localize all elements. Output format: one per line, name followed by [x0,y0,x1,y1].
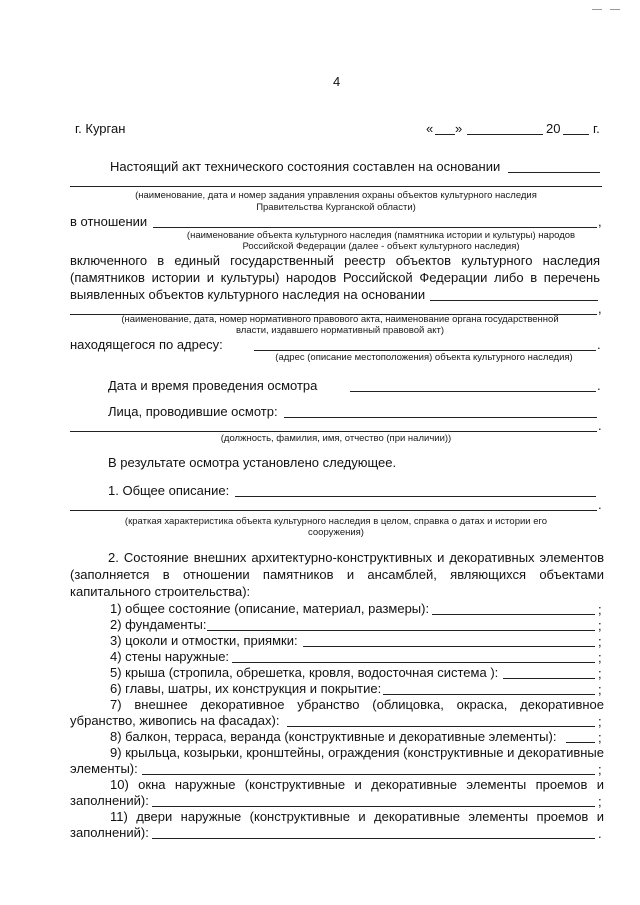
date-close-quote: » [455,121,463,136]
basis-field[interactable] [508,172,600,173]
city-label: г. Курган [75,121,126,136]
item-5-field[interactable] [503,678,595,679]
basis-line: Настоящий акт технического состояния составлен на основании [110,159,501,174]
page-number: 4 [333,74,341,89]
caption-basis-1: (наименование, дата и номер задания управления охраны объектов культурного наследия [135,190,537,201]
period: . [598,418,602,433]
item-11-field[interactable] [152,838,595,839]
item-9-line-1: 9) крыльца, козырьки, кронштейны, ограждения (конструктивные и декоративные [110,745,604,760]
inspection-datetime-label: Дата и время проведения осмотра [108,378,318,393]
caption-act-2: власти, издавшего нормативный правовой акт) [235,325,445,336]
month-field[interactable] [467,134,543,135]
item-8-field[interactable] [566,742,595,743]
comma: , [598,301,602,316]
comma: , [598,214,602,229]
item-3: 3) цоколи и отмостки, приямки: [110,633,298,648]
inspectors-field[interactable] [284,417,597,418]
registry-basis-field[interactable] [430,300,598,301]
result-line: В результате осмотра установлено следующее. [108,455,397,470]
semicolon: ; [598,794,602,809]
year-field[interactable] [563,134,589,135]
inspectors-label: Лица, проводившие осмотр: [108,404,278,419]
semicolon: ; [598,730,602,745]
section2-line-1: 2. Состояние внешних архитектурно-конструктивных и декоративных элементов [108,550,604,565]
caption-section1-2: сооружения) [308,527,364,538]
semicolon: ; [598,634,602,649]
caption-object-2: Российской Федерации (далее - объект культурного наследия) [242,241,520,252]
section1-label: 1. Общее описание: [108,483,230,498]
item-8: 8) балкон, терраса, веранда (конструктивные и декоративные элементы): [110,729,557,744]
item-9-field[interactable] [142,774,595,775]
regarding-label: в отношении [70,214,148,229]
item-10-field[interactable] [152,806,595,807]
day-field[interactable] [435,134,455,135]
semicolon: ; [598,650,602,665]
period: . [597,337,601,352]
semicolon: ; [598,762,602,777]
item-2-field[interactable] [207,630,595,631]
caption-act-1: (наименование, дата, номер нормативного правового акта, наименование органа государственной [121,314,559,325]
period: . [597,378,601,393]
registry-line-3: выявленных объектов культурного наследия на основании [70,287,426,302]
item-9-line-2: элементы): [70,761,138,776]
item-1-field[interactable] [432,614,595,615]
item-2: 2) фундаменты: [110,617,207,632]
year-suffix: г. [593,121,600,136]
item-10-line-1: 10) окна наружные (конструктивные и декоративные элементы проемов и [110,777,604,792]
scan-mark [592,9,602,10]
address-field[interactable] [254,350,596,351]
caption-inspectors: (должность, фамилия, имя, отчество (при наличии)) [220,433,452,444]
item-11-line-1: 11) двери наружные (конструктивные и декоративные элементы проемов и [110,809,604,824]
object-name-field[interactable] [153,227,597,228]
registry-line-2: (памятников истории и культуры) народов Российской Федерации либо в перечень [70,270,600,285]
caption-basis-2: Правительства Курганской области) [256,202,416,213]
general-description-field-cont[interactable] [70,510,597,511]
item-4: 4) стены наружные: [110,649,230,664]
item-1: 1) общее состояние (описание, материал, размеры): [110,601,430,616]
date-open-quote: « [426,121,434,136]
caption-address: (адрес (описание местоположения) объекта культурного наследия) [275,352,573,363]
semicolon: ; [598,666,602,681]
section2-line-3: капитального строительства): [70,584,251,599]
item-4-field[interactable] [232,662,595,663]
general-description-field[interactable] [235,496,596,497]
address-label: находящегося по адресу: [70,337,223,352]
scan-mark [610,9,620,10]
semicolon: ; [598,714,602,729]
item-5: 5) крыша (стропила, обрешетка, кровля, водосточная система ): [110,665,499,680]
period: . [598,497,602,512]
item-6-field[interactable] [383,694,595,695]
section2-line-2: (заполняется в отношении памятников и ансамблей, являющихся объектами [70,567,604,582]
caption-section1-1: (краткая характеристика объекта культурного наследия в целом, справка о датах и истории его [124,516,548,527]
item-6: 6) главы, шатры, их конструкция и покрытие: [110,681,382,696]
caption-object-1: (наименование объекта культурного наследия (памятника истории и культуры) народов [186,230,576,241]
year-prefix: 20 [546,121,561,136]
registry-line-1: включенного в единый государственный реестр объектов культурного наследия [70,253,600,268]
period: . [598,826,602,841]
semicolon: ; [598,682,602,697]
item-10-line-2: заполнений): [70,793,149,808]
item-7-field[interactable] [287,726,595,727]
item-3-field[interactable] [303,646,595,647]
inspection-datetime-field[interactable] [350,391,596,392]
item-7-line-2: убранство, живопись на фасадах): [70,713,280,728]
semicolon: ; [598,618,602,633]
semicolon: ; [598,602,602,617]
item-11-line-2: заполнений): [70,825,149,840]
basis-field-cont[interactable] [70,186,602,187]
inspectors-field-cont[interactable] [70,431,597,432]
item-7-line-1: 7) внешнее декоративное убранство (облицовка, окраска, декоративное [110,697,604,712]
